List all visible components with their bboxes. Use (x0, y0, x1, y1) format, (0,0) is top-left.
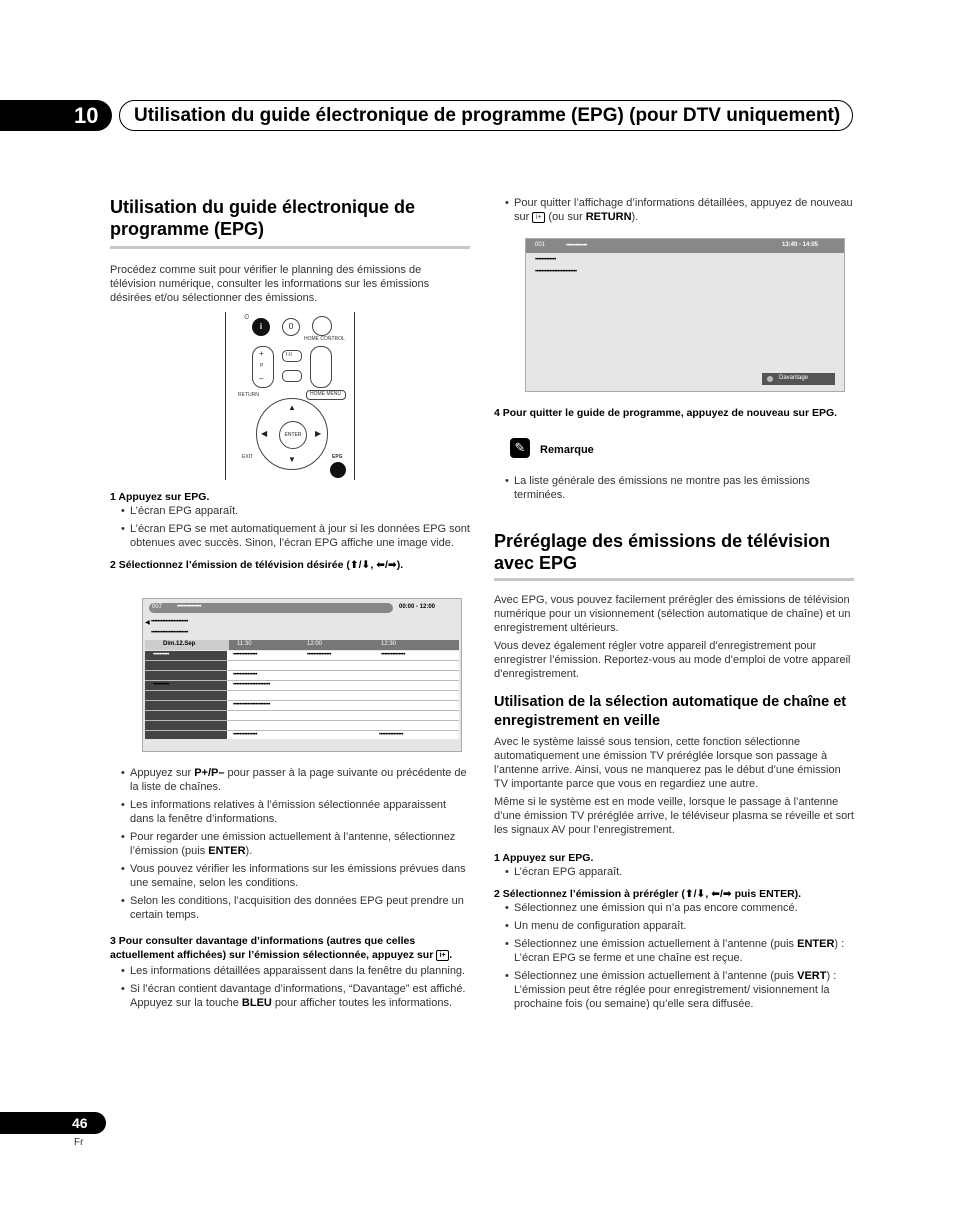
chapter-title: Utilisation du guide électronique de programme (EPG) (pour DTV uniquement) (134, 105, 841, 126)
more-label: Davantage (779, 375, 809, 381)
epg-label: EPG (332, 454, 343, 460)
language-code: Fr (74, 1137, 84, 1148)
home-control-button-icon (312, 316, 332, 336)
step-1-bullet: • L’écran EPG apparaît. (110, 504, 470, 518)
step-2: 2 Sélectionnez l’émission à prérégler (⬆/⬇, ⬅/➡ puis ENTER). (494, 888, 802, 900)
arrow-left-icon: ◀ (261, 429, 268, 438)
epg-dots: ••••••••••••••• (233, 652, 258, 658)
note-bullet: • La liste générale des émissions ne montre pas les émissions terminées. (494, 474, 854, 502)
epg-tips (110, 766, 470, 1010)
epg-date: Dim.12.Sep (163, 641, 196, 647)
epg-dots: ••••••••••••••• (381, 652, 406, 658)
detail-screen-illustration (525, 238, 845, 392)
tip-bullet: • Pour regarder une émission actuellement à l’antenne, sélectionnez l’émission (puis ENTER). (110, 830, 470, 858)
page-tab (0, 1112, 106, 1134)
step-2-bullet: • Sélectionnez une émission actuellement à l’antenne (puis ENTER) : L’écran EPG se ferme et une chaîne est reçue. (494, 937, 854, 965)
left-column (110, 196, 470, 305)
epg-dots: ••••••••••••••••••••••• (233, 682, 270, 688)
enter-label: ENTER (279, 421, 307, 449)
paragraph: Avec EPG, vous pouvez facilement prérégler des émissions de télévision numérique pour un visionnement (sélection automatique de chaîne) et un enregistrement ultérieurs. (494, 594, 851, 634)
audio-label: I-II (286, 352, 292, 358)
epg-dots: ••••••••••••••••••••••• (151, 619, 188, 625)
remote-control-illustration (225, 312, 355, 480)
heading-rule (494, 578, 854, 581)
mute-button-icon (282, 370, 302, 382)
plus-icon: + (259, 349, 264, 358)
arrow-right-icon: ▶ (315, 429, 322, 438)
note-title: Remarque (540, 444, 594, 456)
pencil-icon: ✎ (510, 438, 530, 458)
time-header (229, 640, 459, 650)
epg-dots: •••••••••• (153, 652, 170, 658)
detail-dots: ••••••••••••• (566, 243, 587, 249)
paragraph: Même si le système est en mode veille, lorsque le passage à l’antenne d’une émission TV préréglée arrive, le téléviseur plasma se réveille et sort les signaux AV pour l’enregistrement. (494, 796, 854, 836)
step-2-bullet: • Sélectionnez une émission qui n’a pas encore commencé. (494, 901, 854, 915)
intro-paragraph: Procédez comme suit pour vérifier le planning des émissions de télévision numérique, consulter les informations sur les émissions désirées et/ou sélectionner des émissions. (110, 264, 430, 304)
page-number: 46 (72, 1115, 88, 1131)
channel-column (145, 651, 227, 739)
epg-dots: ••••••••••••••••••••••• (151, 630, 188, 636)
paragraph: Vous devez également régler votre appareil d’enregistrement pour enregistrer l’émission. Reportez-vous au mode d’emploi de votre appareil d’enregistrement. (494, 640, 851, 680)
step-2-bullet: • Sélectionnez une émission actuellement à l’antenne (puis VERT) : L’émission peut être réglée pour enregistrement/ visionnement la prochaine fois (ou semaine) qu’elle sera diffusée. (494, 969, 854, 1011)
exit-label: EXIT (242, 454, 254, 460)
epg-dots: ••••••••••••••• (233, 672, 258, 678)
step-4: 4 Pour quitter le guide de programme, appuyez de nouveau sur EPG. (494, 407, 838, 419)
epg-screen-illustration (142, 598, 462, 752)
epg-channel: 007 (152, 604, 163, 610)
direction-pad-icon (256, 398, 328, 470)
heading-rule (110, 246, 470, 249)
arrow-down-icon: ▼ (288, 455, 296, 464)
epg-dots: •••••••••• (153, 682, 170, 688)
step-3-bullet: • Si l’écran contient davantage d’informations, “Davantage” est affiché. Appuyez sur la touche BLEU pour afficher toutes les informations. (110, 982, 470, 1010)
info-key-icon: i+ (436, 950, 449, 961)
volume-rocker-icon (310, 346, 332, 388)
section-heading: Préréglage des émissions de télévision avec EPG (494, 531, 831, 573)
epg-time-range: 00:00 - 12:00 (399, 604, 436, 610)
epg-dots: ••••••••••••••• (379, 732, 404, 738)
step-1: 1 Appuyez sur EPG. (494, 852, 594, 864)
tip-bullet: • Selon les conditions, l’acquisition des données EPG peut prendre un certain temps. (110, 894, 470, 922)
note-block (494, 438, 854, 468)
detail-dots: •••••••••••••••••••••••••• (535, 269, 577, 275)
detail-dots: ••••••••••••• (535, 257, 556, 263)
epg-time: 11:30 (237, 641, 252, 647)
home-menu-label: HOME MENU (310, 391, 342, 397)
step-1: 1 Appuyez sur EPG. (110, 491, 210, 503)
home-control-label: HOME CONTROL (304, 336, 345, 342)
arrow-up-icon: ▲ (288, 403, 296, 412)
chapter-number: 10 (74, 103, 99, 128)
quit-info-bullet (494, 196, 854, 224)
epg-button-icon (330, 462, 346, 478)
epg-time: 12:30 (381, 641, 397, 647)
quit-bullet: • Pour quitter l’affichage d’informations détaillées, appuyez de nouveau sur i+ (ou sur RETURN). (494, 196, 854, 224)
step-3-bullet: • Les informations détaillées apparaissent dans la fenêtre du planning. (110, 964, 470, 978)
step-1-bullet: • L’écran EPG se met automatiquement à jour si les données EPG sont obtenues avec succès. Sinon, l’écran EPG affiche une image vide. (110, 522, 470, 550)
subheading: Utilisation de la sélection automatique de chaîne et enregistrement en veille (494, 694, 847, 729)
step-2: 2 Sélectionnez l’émission de télévision désirée (⬆/⬇, ⬅/➡). (110, 559, 404, 571)
epg-time: 12:00 (307, 641, 323, 647)
left-steps (110, 490, 470, 572)
zero-button-icon: 0 (282, 318, 300, 336)
arrow-left-icon: ◀ (145, 620, 150, 626)
tip-bullet: • Les informations relatives à l’émission sélectionnée apparaissent dans la fenêtre d’informations. (110, 798, 470, 826)
step-3: 3 Pour consulter davantage d’informations (autres que celles actuellement affichées) sur l’émission sélectionnée, appuyez sur i+ . (110, 935, 453, 961)
blue-dot-icon (767, 376, 773, 382)
paragraph: Avec le système laissé sous tension, cette fonction sélectionne automatiquement une émission TV préréglée lorsque son passage à l’antenne arrive. Ainsi, vous ne manquerez pas le début d’une émission TV importante parce que vous en regardiez une autre. (494, 736, 841, 790)
step-1-bullet: • L’écran EPG apparaît. (494, 865, 854, 879)
right-lower (494, 406, 854, 1011)
epg-dots: ••••••••••••••••••••••• (233, 702, 270, 708)
tip-bullet: • Appuyez sur P+/P– pour passer à la page suivante ou précédente de la liste de chaînes. (110, 766, 470, 794)
section-heading: Utilisation du guide électronique de programme (EPG) (110, 197, 416, 239)
audio-button-icon (282, 350, 302, 362)
return-label: RETURN (238, 392, 259, 398)
tip-bullet: • Vous pouvez vérifier les informations sur les émissions prévues dans une semaine, selon les conditions. (110, 862, 470, 890)
clock-icon: ⏲ (244, 314, 250, 321)
info-button-icon: i (252, 318, 270, 336)
step-2-bullet: • Un menu de configuration apparaît. (494, 919, 854, 933)
minus-icon: – (259, 374, 264, 383)
epg-dots: ••••••••••••••• (177, 604, 202, 610)
info-key-icon: i+ (532, 212, 545, 223)
epg-dots: ••••••••••••••• (307, 652, 332, 658)
detail-channel: 001 (535, 242, 546, 248)
program-p-label: P (260, 363, 264, 369)
detail-time-range: 13:40 - 14:05 (782, 242, 819, 248)
epg-dots: ••••••••••••••• (233, 732, 258, 738)
